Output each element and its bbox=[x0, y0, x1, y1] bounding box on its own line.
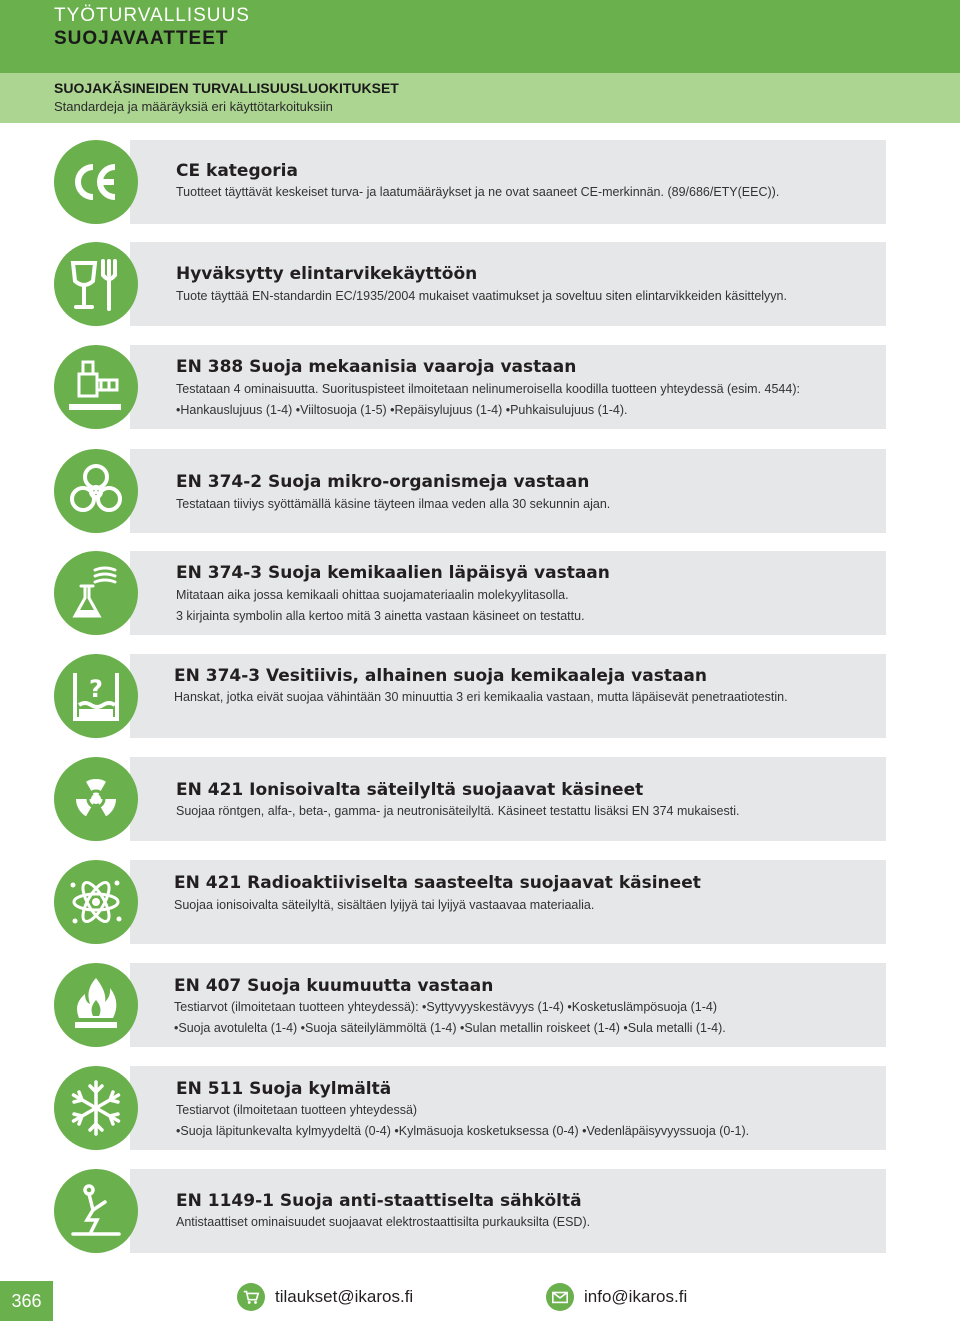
ce-mark-icon bbox=[54, 140, 138, 224]
item-title: EN 374-3 Vesitiivis, alhainen suoja kemikaaleja vastaan bbox=[174, 666, 707, 686]
item-description: Testiarvot (ilmoitetaan tuotteen yhteydessä) bbox=[176, 1103, 418, 1117]
classification-card bbox=[130, 140, 886, 224]
header-section: SUOJAVAATTEET bbox=[54, 28, 229, 49]
item-description: Testiarvot (ilmoitetaan tuotteen yhteydessä): •Syttyvyyskestävyys (1-4) •Kosketuslämpösuoja (1-4) bbox=[174, 1000, 717, 1014]
waterproof-beaker-icon bbox=[54, 654, 138, 738]
item-title: EN 511 Suoja kylmältä bbox=[176, 1079, 392, 1099]
header-category: TYÖTURVALLISUUS bbox=[54, 5, 250, 26]
chemical-flask-icon bbox=[54, 551, 138, 635]
item-description: •Hankauslujuus (1-4) •Viiltosuoja (1-5) •Repäisylujuus (1-4) •Puhkaisulujuus (1-4). bbox=[176, 403, 628, 417]
item-description: Mitataan aika jossa kemikaali ohittaa suojamateriaalin molekyylitasolla. bbox=[176, 588, 569, 602]
item-title: EN 1149-1 Suoja anti-staattiselta sähköltä bbox=[176, 1191, 582, 1211]
item-title: EN 388 Suoja mekaanisia vaaroja vastaan bbox=[176, 357, 577, 377]
item-title: Hyväksytty elintarvikekäyttöön bbox=[176, 264, 478, 284]
item-description: Suojaa ionisoivalta säteilyltä, sisältäen lyijyä tai lyijyä vastaavaa materiaalia. bbox=[174, 898, 595, 912]
item-title: EN 407 Suoja kuumuutta vastaan bbox=[174, 976, 494, 996]
item-description: Tuotteet täyttävät keskeiset turva- ja laatumääräykset ja ne ovat saaneet CE-merkinnän. (89/686/ETY(EEC)). bbox=[176, 185, 780, 199]
item-title: EN 374-3 Suoja kemikaalien läpäisyä vastaan bbox=[176, 563, 610, 583]
item-title: EN 421 Ionisoivalta säteilyltä suojaavat käsineet bbox=[176, 780, 644, 800]
radiation-icon bbox=[54, 757, 138, 841]
item-description: •Suoja avotulelta (1-4) •Suoja säteilylämmöltä (1-4) •Sulan metallin roiskeet (1-4) •Sula metalli (1-4). bbox=[174, 1021, 726, 1035]
envelope-icon bbox=[546, 1283, 574, 1311]
shopping-cart-icon bbox=[237, 1283, 265, 1311]
glass-fork-icon bbox=[54, 242, 138, 326]
subheader-title: SUOJAKÄSINEIDEN TURVALLISUUSLUOKITUKSET bbox=[54, 80, 399, 96]
item-description: 3 kirjainta symbolin alla kertoo mitä 3 ainetta vastaan käsineet on testattu. bbox=[176, 609, 585, 623]
snowflake-icon bbox=[54, 1066, 138, 1150]
item-description: •Suoja läpitunkevalta kylmyydeltä (0-4) •Kylmäsuoja kosketuksessa (0-4) •Vedenläpäisyvyyssuoja (0-1). bbox=[176, 1124, 750, 1138]
item-description: Antistaattiset ominaisuudet suojaavat elektrostaattisilta purkauksilta (ESD). bbox=[176, 1215, 591, 1229]
item-title: EN 374-2 Suoja mikro-organismeja vastaan bbox=[176, 472, 590, 492]
antistatic-icon bbox=[54, 1169, 138, 1253]
item-description: Tuote täyttää EN-standardin EC/1935/2004 mukaiset vaatimukset ja soveltuu siten elintarvikkeiden käsittelyyn. bbox=[176, 289, 787, 303]
classification-card bbox=[130, 1169, 886, 1253]
mechanical-hazard-icon bbox=[54, 345, 138, 429]
subheader-description: Standardeja ja määräyksiä eri käyttötarkoituksiin bbox=[54, 99, 333, 114]
info-email-link[interactable]: info@ikaros.fi bbox=[584, 1287, 688, 1306]
svg-text:?: ? bbox=[89, 675, 103, 703]
atom-contamination-icon bbox=[54, 860, 138, 944]
item-title: CE kategoria bbox=[176, 161, 298, 181]
item-title: EN 421 Radioaktiiviselta saasteelta suojaavat käsineet bbox=[174, 873, 701, 893]
classification-card bbox=[130, 242, 886, 326]
order-email-link[interactable]: tilaukset@ikaros.fi bbox=[275, 1287, 414, 1306]
item-description: Testataan tiiviys syöttämällä käsine täyteen ilmaa veden alla 30 sekunnin ajan. bbox=[176, 497, 611, 511]
flame-icon bbox=[54, 963, 138, 1047]
item-description: Suojaa röntgen, alfa-, beta-, gamma- ja neutronisäteilyltä. Käsineet testattu lisäksi EN 374 mukaisesti. bbox=[176, 804, 740, 818]
item-description: Hanskat, jotka eivät suojaa vähintään 30 minuuttia 3 eri kemikaalia vastaan, mutta läpäisevät penetraatiotestin. bbox=[174, 690, 788, 704]
page-number: 366 bbox=[0, 1281, 53, 1321]
item-description: Testataan 4 ominaisuutta. Suorituspisteet ilmoitetaan nelinumeroisella koodilla tuotteen yhteydessä (esim. 4544): bbox=[176, 382, 800, 396]
biohazard-icon bbox=[54, 449, 138, 533]
